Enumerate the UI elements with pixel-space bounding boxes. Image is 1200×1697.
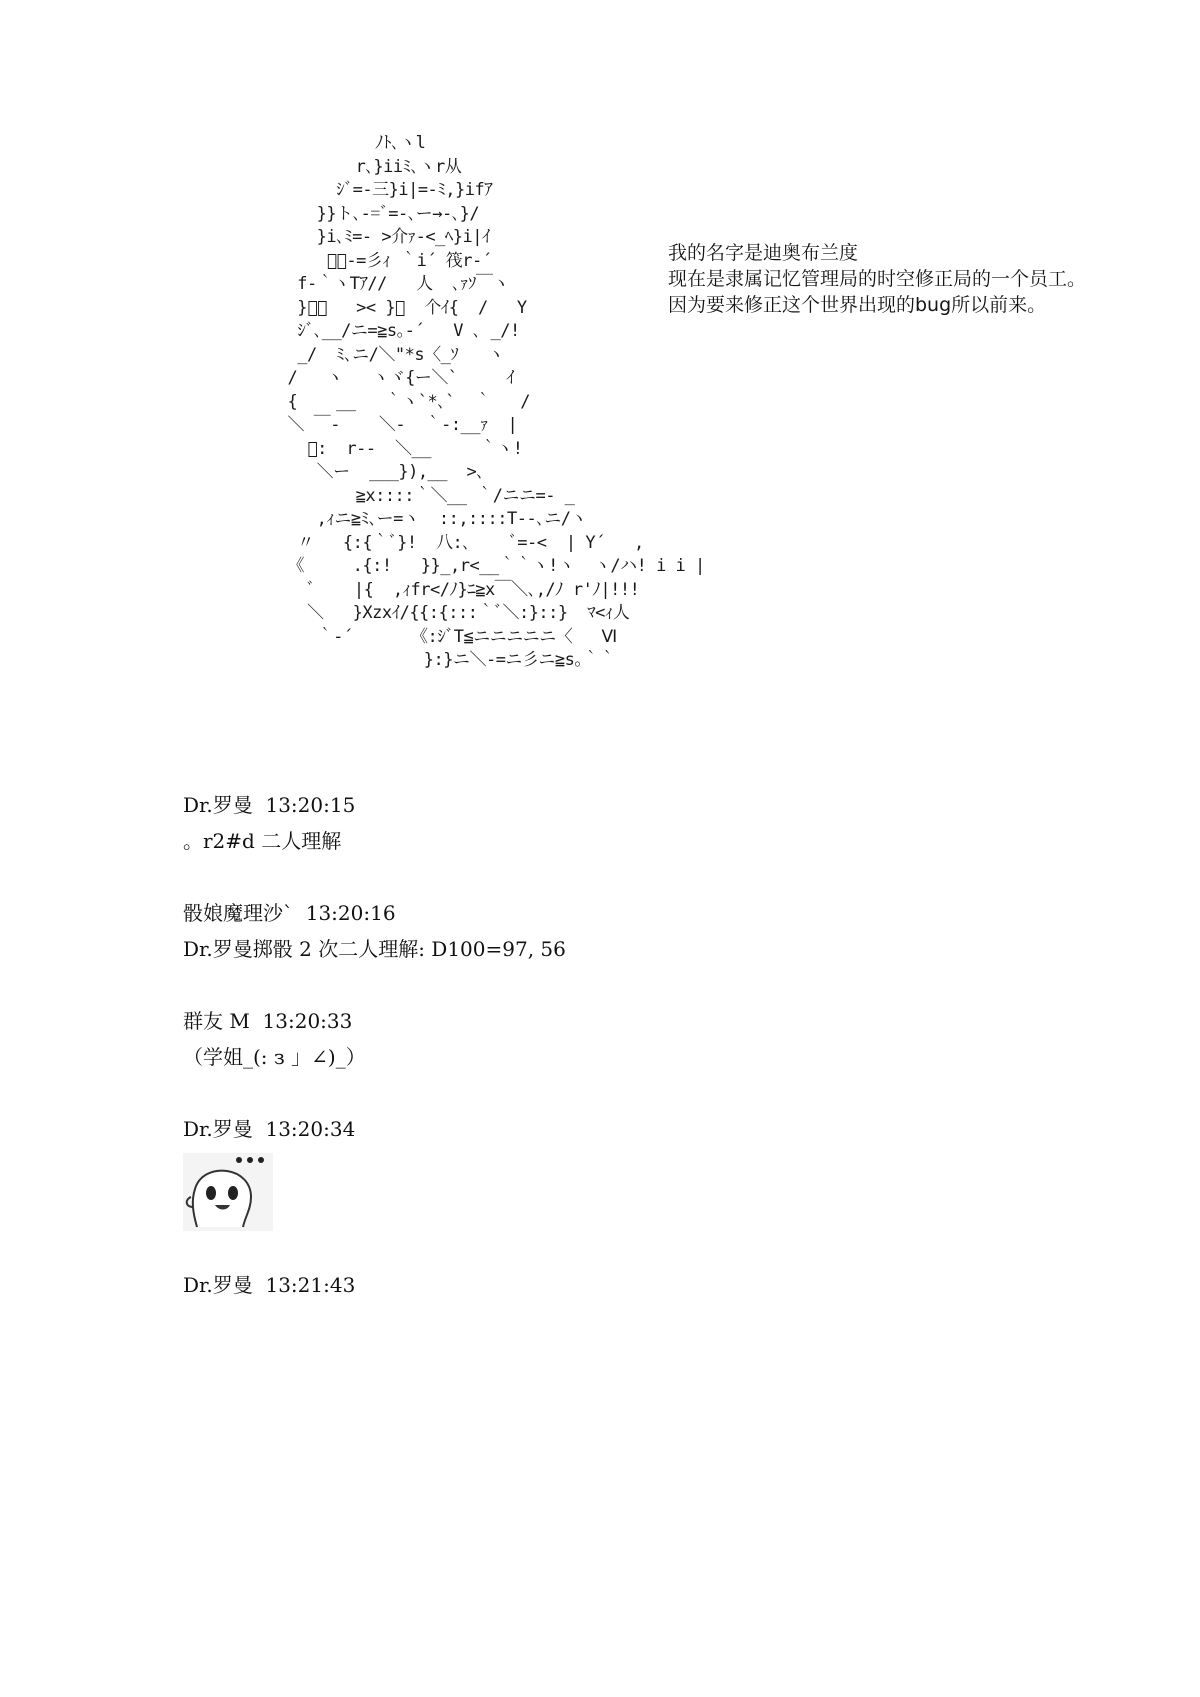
chat-message	[183, 895, 1083, 967]
chat-log	[183, 787, 1083, 1339]
chat-message	[183, 1111, 1083, 1231]
message-body: （学姐_(: з 」∠)_）	[183, 1045, 366, 1069]
message-header: 骰娘魔理沙` 13:20:16	[183, 901, 396, 925]
message-header: Dr.罗曼 13:20:15	[183, 793, 356, 817]
chat-message	[183, 787, 1083, 859]
speech-text	[668, 240, 1188, 318]
message-body: 。r2#d 二人理解	[183, 829, 342, 853]
speech-line-name: 我的名字是迪奥布兰度	[668, 242, 859, 264]
chat-message	[183, 1003, 1083, 1075]
blob-face-sticker-icon	[183, 1153, 273, 1231]
message-header: Dr.罗曼 13:20:34	[183, 1117, 356, 1141]
speech-line-job: 现在是隶属记忆管理局的时空修正局的一个员工。	[668, 268, 1087, 290]
ascii-art-character: ﾉﾄ､ヽl r､}iiﾐ､ヽr从 ｼﾞ=-三}i|=-ﾐ,}ifｱ }}ト､-=ﾞ=-､ー→-､}/ }i､ﾐ=- >介ｧ-<_ﾍ}i|ｲ ﾞ＼-=彡ｨ ｀i´ 筏r-´ f-｀ヽTｱ// 人 ､ｧｿ￣ヽ }ﾞ､ >< }､ 个ｲ{ / Y ｼﾞ､__/ニ=≧s｡-´ V ､ _/! _/ ﾐ､ニ/＼"*s〈_ｿ ヽ / ヽ ヽヾ{ー＼` ｲ { __ ｀ヽ`*､` ｀ / ＼ ￣- ＼- ｀-:__ｧ | ﾞ: r-- ＼__ ｀ヽ! ＼ー ___}),__ >､ ≧x::::｀＼__ ｀/ニニ=- _ ,ｨニ≧ﾐ､ー=ヽ ::,::::T--､ニ/ヽ 〃 {:{｀ﾞ}! 八:､ ﾞ=-< | Y´ , 《 .{:! }}_,r<__｀｀ヽ!ヽ ヽ/ハ! i i | ﾞ |{ ,ｨfr</ﾉ}ﾆ≧x￣＼､,/ﾉ r'ﾉ|!!! ＼ }Xzxｲ/{{:{:::｀ﾞ＼:}::} ﾏ<ｨ人 ｀-´ 《:ｼﾞT≦ニニニニニ〈 Ⅵ }:}ニ＼-=ニ彡ニ≧s｡｀｀	[287, 133, 705, 670]
message-header: 群友 M 13:20:33	[183, 1009, 353, 1033]
message-body: Dr.罗曼掷骰 2 次二人理解: D100=97, 56	[183, 937, 566, 961]
chat-message	[183, 1267, 1083, 1303]
speech-line-reason: 因为要来修正这个世界出现的bug所以前来。	[668, 294, 1047, 316]
message-header: Dr.罗曼 13:21:43	[183, 1273, 356, 1297]
